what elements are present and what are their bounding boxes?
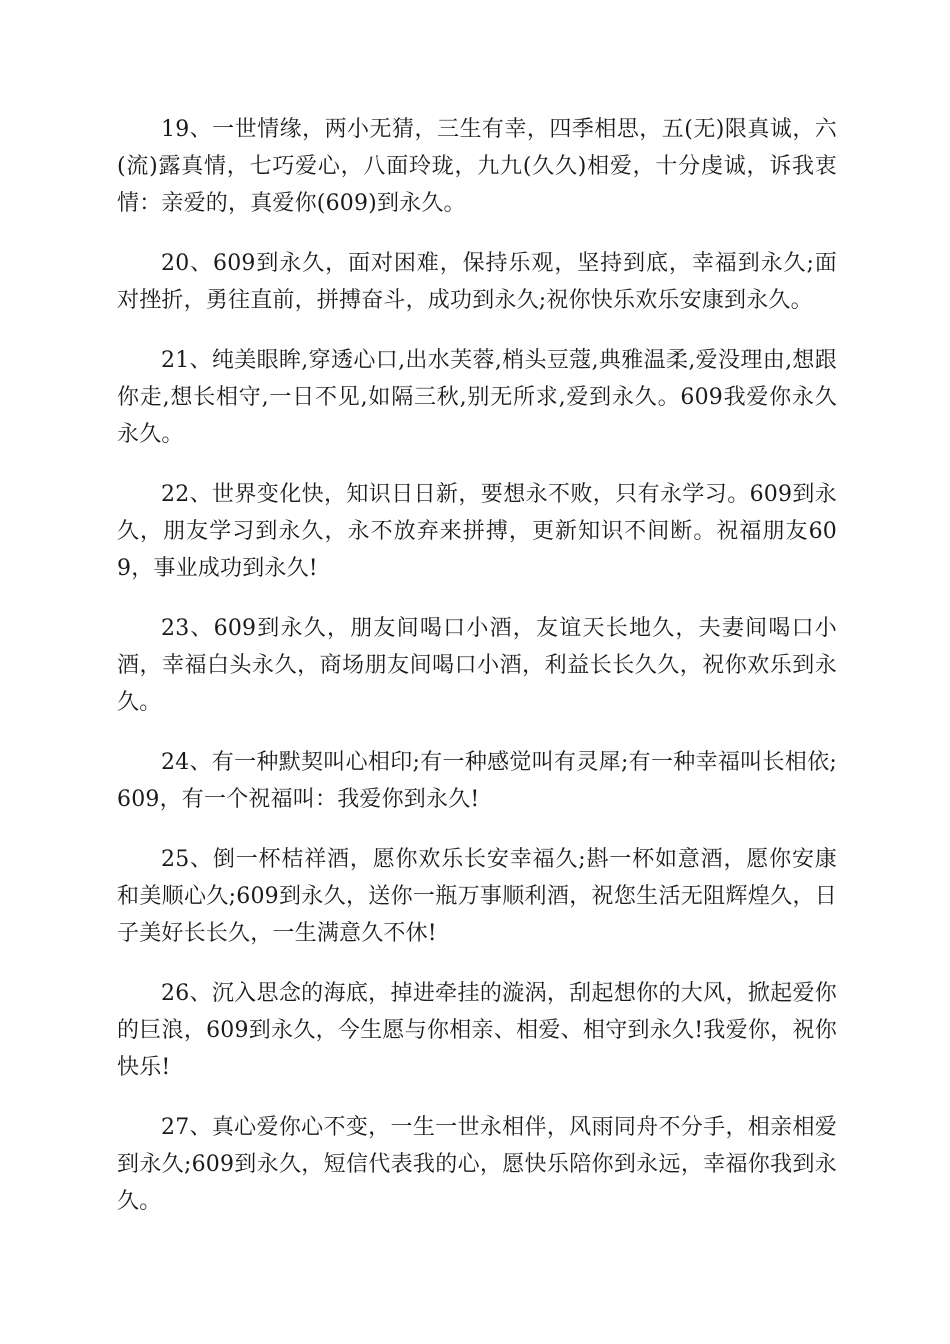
paragraph-22: 22、世界变化快，知识日日新，要想永不败，只有永学习。609到永久，朋友学习到永久，永不放弃来拼搏，更新知识不间断。祝福朋友609，事业成功到永久! <box>117 482 837 581</box>
document-body <box>117 111 837 1243</box>
paragraph-24: 24、有一种默契叫心相印;有一种感觉叫有灵犀;有一种幸福叫长相依;609，有一个祝福叫：我爱你到永久! <box>117 750 837 812</box>
paragraph-23: 23、609到永久，朋友间喝口小酒，友谊天长地久，夫妻间喝口小酒，幸福白头永久，商场朋友间喝口小酒，利益长长久久，祝你欢乐到永久。 <box>117 616 837 715</box>
paragraph-19: 19、一世情缘，两小无猜，三生有幸，四季相思，五(无)限真诚，六(流)露真情，七巧爱心，八面玲珑，九九(久久)相爱，十分虔诚，诉我衷情：亲爱的，真爱你(609)到永久。 <box>117 117 837 216</box>
paragraph-26: 26、沉入思念的海底，掉进牵挂的漩涡，刮起想你的大风，掀起爱你的巨浪，609到永久，今生愿与你相亲、相爱、相守到永久!我爱你，祝你快乐! <box>117 981 837 1080</box>
paragraph-21: 21、纯美眼眸,穿透心口,出水芙蓉,梢头豆蔻,典雅温柔,爱没理由,想跟你走,想长相守,一日不见,如隔三秋,别无所求,爱到永久。609我爱你永久永久。 <box>117 348 837 447</box>
paragraph-27: 27、真心爱你心不变，一生一世永相伴，风雨同舟不分手，相亲相爱到永久;609到永久，短信代表我的心，愿快乐陪你到永远，幸福你我到永久。 <box>117 1115 837 1214</box>
paragraph-25: 25、倒一杯桔祥酒，愿你欢乐长安幸福久;斟一杯如意酒，愿你安康和美顺心久;609到永久，送你一瓶万事顺利酒，祝您生活无阻辉煌久，日子美好长长久，一生满意久不休! <box>117 847 837 946</box>
paragraph-20: 20、609到永久，面对困难，保持乐观，坚持到底，幸福到永久;面对挫折，勇往直前，拼搏奋斗，成功到永久;祝你快乐欢乐安康到永久。 <box>117 251 837 313</box>
